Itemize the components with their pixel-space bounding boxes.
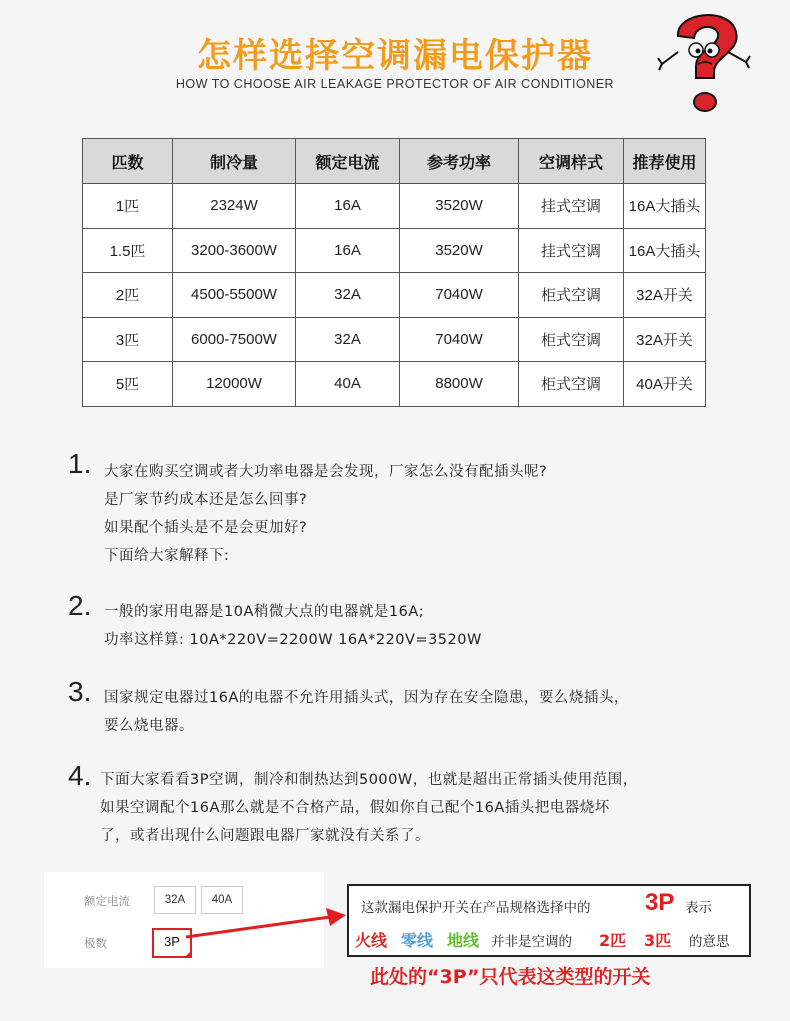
table-cell: 3200-3600W xyxy=(173,228,296,273)
table-cell: 32A开关 xyxy=(624,273,706,318)
table-row xyxy=(83,228,706,273)
note-number: 2. xyxy=(68,590,92,621)
table-row xyxy=(83,184,706,229)
table-row xyxy=(83,362,706,407)
table-row xyxy=(83,317,706,362)
current-option-32a[interactable]: 32A xyxy=(154,886,196,914)
callout-box xyxy=(347,884,751,957)
table-cell: 3匹 xyxy=(83,317,173,362)
table-row xyxy=(83,273,706,318)
note-line: 功率这样算: 10A*220V=2200W 16A*220V=3520W xyxy=(104,632,482,648)
spec-table xyxy=(82,138,706,407)
table-cell: 32A开关 xyxy=(624,317,706,362)
footer-note: 此处的“3P”只代表这类型的开关 xyxy=(370,966,651,988)
note-line: 是厂家节约成本还是怎么回事? xyxy=(104,492,308,508)
table-cell: 40A开关 xyxy=(624,362,706,407)
table-cell: 12000W xyxy=(173,362,296,407)
table-header: 匹数 xyxy=(83,139,173,184)
table-cell: 16A大插头 xyxy=(624,184,706,229)
note-number: 1. xyxy=(68,448,92,479)
note-number: 4. xyxy=(68,760,92,791)
note-line: 了，或者出现什么问题跟电器厂家就没有关系了。 xyxy=(100,828,430,844)
callout-zero-wire: 零线 xyxy=(401,931,434,950)
question-mascot-icon xyxy=(656,6,752,118)
table-cell: 2匹 xyxy=(83,273,173,318)
table-cell: 挂式空调 xyxy=(519,184,624,229)
table-header-row xyxy=(83,139,706,184)
note-line: 大家在购买空调或者大功率电器是会发现，厂家怎么没有配插头呢? xyxy=(104,464,548,480)
table-cell: 7040W xyxy=(400,273,519,318)
current-option-40a[interactable]: 40A xyxy=(201,886,243,914)
table-cell: 4500-5500W xyxy=(173,273,296,318)
table-cell: 40A xyxy=(296,362,400,407)
table-header: 额定电流 xyxy=(296,139,400,184)
table-cell: 3520W xyxy=(400,228,519,273)
table-cell: 1匹 xyxy=(83,184,173,229)
pointer-arrow-icon xyxy=(180,905,350,945)
callout-line1-end: 表示 xyxy=(685,900,712,916)
note-line: 如果空调配个16A那么就是不合格产品，假如你自己配个16A插头把电器烧坏 xyxy=(100,800,610,816)
page-subtitle: HOW TO CHOOSE AIR LEAKAGE PROTECTOR OF AIR CONDITIONER xyxy=(175,77,615,91)
note-number: 3. xyxy=(68,676,92,707)
table-cell: 16A xyxy=(296,228,400,273)
callout-3p-horse: 3匹 xyxy=(644,931,672,950)
page-title: 怎样选择空调漏电保护器 xyxy=(197,36,593,76)
note-line: 下面给大家解释下: xyxy=(104,548,230,564)
table-header: 空调样式 xyxy=(519,139,624,184)
table-header: 制冷量 xyxy=(173,139,296,184)
table-header: 参考功率 xyxy=(400,139,519,184)
callout-2p: 2匹 xyxy=(599,931,627,950)
table-cell: 16A大插头 xyxy=(624,228,706,273)
note-line: 要么烧电器。 xyxy=(104,718,194,734)
table-cell: 3520W xyxy=(400,184,519,229)
table-cell: 16A xyxy=(296,184,400,229)
callout-mid-text: 并非是空调的 xyxy=(491,934,572,950)
callout-fire-wire: 火线 xyxy=(355,931,388,950)
table-cell: 5匹 xyxy=(83,362,173,407)
table-cell: 1.5匹 xyxy=(83,228,173,273)
table-cell: 柜式空调 xyxy=(519,362,624,407)
note-line: 国家规定电器过16A的电器不允许用插头式，因为存在安全隐患，要么烧插头， xyxy=(104,690,629,706)
table-cell: 6000-7500W xyxy=(173,317,296,362)
callout-line1-text: 这款漏电保护开关在产品规格选择中的 xyxy=(361,900,591,916)
selected-check-icon xyxy=(184,950,192,958)
poles-option-label: 3P xyxy=(164,934,180,949)
table-header: 推荐使用 xyxy=(624,139,706,184)
note-line: 如果配个插头是不是会更加好? xyxy=(104,520,308,536)
callout-3p: 3P xyxy=(645,889,675,916)
callout-ground-wire: 地线 xyxy=(447,931,480,950)
table-cell: 8800W xyxy=(400,362,519,407)
note-line: 一般的家用电器是10A稍微大点的电器就是16A; xyxy=(104,604,425,620)
table-cell: 32A xyxy=(296,317,400,362)
table-cell: 挂式空调 xyxy=(519,228,624,273)
note-line: 下面大家看看3P空调，制冷和制热达到5000W，也就是超出正常插头使用范围， xyxy=(100,772,638,788)
table-cell: 32A xyxy=(296,273,400,318)
callout-meaning: 的意思 xyxy=(689,934,730,950)
poles-label: 极数 xyxy=(84,936,107,950)
current-label: 额定电流 xyxy=(84,894,130,908)
table-cell: 2324W xyxy=(173,184,296,229)
table-cell: 柜式空调 xyxy=(519,273,624,318)
table-cell: 7040W xyxy=(400,317,519,362)
table-cell: 柜式空调 xyxy=(519,317,624,362)
